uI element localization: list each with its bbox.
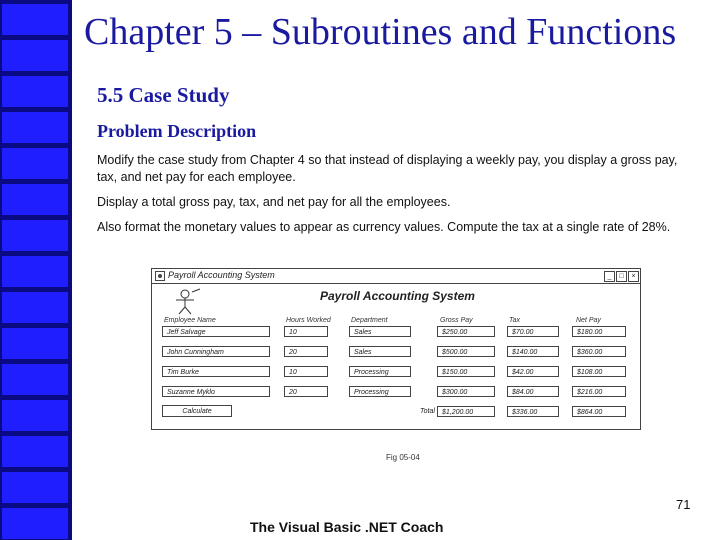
paragraph: Modify the case study from Chapter 4 so that instead of displaying a weekly pay, you display a gross pay, tax, and net pay for each employee. xyxy=(97,153,678,184)
tax-value: $70.00 xyxy=(507,326,559,337)
slide-subtitle: 5.5 Case Study xyxy=(97,83,230,107)
net-pay-value: $180.00 xyxy=(572,326,626,337)
total-net-pay-value: $864.00 xyxy=(572,406,626,417)
employee-name-input[interactable]: John Cunningham xyxy=(162,346,270,357)
mascot-icon xyxy=(172,287,202,315)
sidebar-square xyxy=(2,364,68,395)
tax-value: $42.00 xyxy=(507,366,559,377)
minimize-button[interactable]: _ xyxy=(604,271,615,282)
sidebar-square xyxy=(2,472,68,503)
department-input[interactable]: Sales xyxy=(349,346,411,357)
calculate-button[interactable]: Calculate xyxy=(162,405,232,417)
sidebar-square xyxy=(2,112,68,143)
window-titlebar xyxy=(152,269,640,284)
column-header: Tax xyxy=(509,317,521,324)
department-input[interactable]: Processing xyxy=(349,386,411,397)
page-number: 71 xyxy=(676,497,691,512)
sidebar-square xyxy=(2,184,68,215)
column-header: Department xyxy=(351,317,388,324)
gross-pay-value: $300.00 xyxy=(437,386,495,397)
sidebar-decoration xyxy=(0,0,72,540)
sidebar-square xyxy=(2,220,68,251)
column-header: Gross Pay xyxy=(440,317,473,324)
tax-value: $84.00 xyxy=(507,386,559,397)
employee-name-input[interactable]: Tim Burke xyxy=(162,366,270,377)
sidebar-square xyxy=(2,76,68,107)
close-button[interactable]: × xyxy=(628,271,639,282)
net-pay-value: $360.00 xyxy=(572,346,626,357)
column-header: Net Pay xyxy=(576,317,601,324)
paragraph: Display a total gross pay, tax, and net pay for all the employees. xyxy=(97,195,451,209)
employee-name-input[interactable]: Jeff Salvage xyxy=(162,326,270,337)
gross-pay-value: $150.00 xyxy=(437,366,495,377)
column-header: Hours Worked xyxy=(286,317,331,324)
paragraph: Also format the monetary values to appear as currency values. Compute the tax at a single rate of 28%. xyxy=(97,220,671,234)
department-input[interactable]: Processing xyxy=(349,366,411,377)
hours-worked-input[interactable]: 20 xyxy=(284,386,328,397)
window-title: Payroll Accounting System xyxy=(168,270,275,280)
gross-pay-value: $250.00 xyxy=(437,326,495,337)
total-gross-pay-value: $1,200.00 xyxy=(437,406,495,417)
hours-worked-input[interactable]: 10 xyxy=(284,366,328,377)
maximize-button[interactable]: □ xyxy=(616,271,627,282)
figure-caption: Fig 05-04 xyxy=(386,453,420,462)
footer-text: The Visual Basic .NET Coach xyxy=(250,519,444,535)
total-label: Total xyxy=(420,408,435,415)
section-heading: Problem Description xyxy=(97,121,257,141)
app-heading: Payroll Accounting System xyxy=(320,289,475,303)
sidebar-square xyxy=(2,4,68,35)
sidebar-square xyxy=(2,436,68,467)
sidebar-square xyxy=(2,328,68,359)
department-input[interactable]: Sales xyxy=(349,326,411,337)
sidebar-square xyxy=(2,40,68,71)
app-icon xyxy=(155,271,165,281)
net-pay-value: $108.00 xyxy=(572,366,626,377)
sidebar-square xyxy=(2,508,68,539)
total-tax-value: $336.00 xyxy=(507,406,559,417)
employee-name-input[interactable]: Suzanne Myklo xyxy=(162,386,270,397)
tax-value: $140.00 xyxy=(507,346,559,357)
sidebar-square xyxy=(2,148,68,179)
payroll-window xyxy=(151,268,641,430)
net-pay-value: $216.00 xyxy=(572,386,626,397)
slide-title: Chapter 5 – Subroutines and Functions xyxy=(84,11,677,53)
gross-pay-value: $500.00 xyxy=(437,346,495,357)
sidebar-square xyxy=(2,256,68,287)
sidebar-square xyxy=(2,292,68,323)
column-header: Employee Name xyxy=(164,317,216,324)
hours-worked-input[interactable]: 10 xyxy=(284,326,328,337)
sidebar-square xyxy=(2,400,68,431)
hours-worked-input[interactable]: 20 xyxy=(284,346,328,357)
